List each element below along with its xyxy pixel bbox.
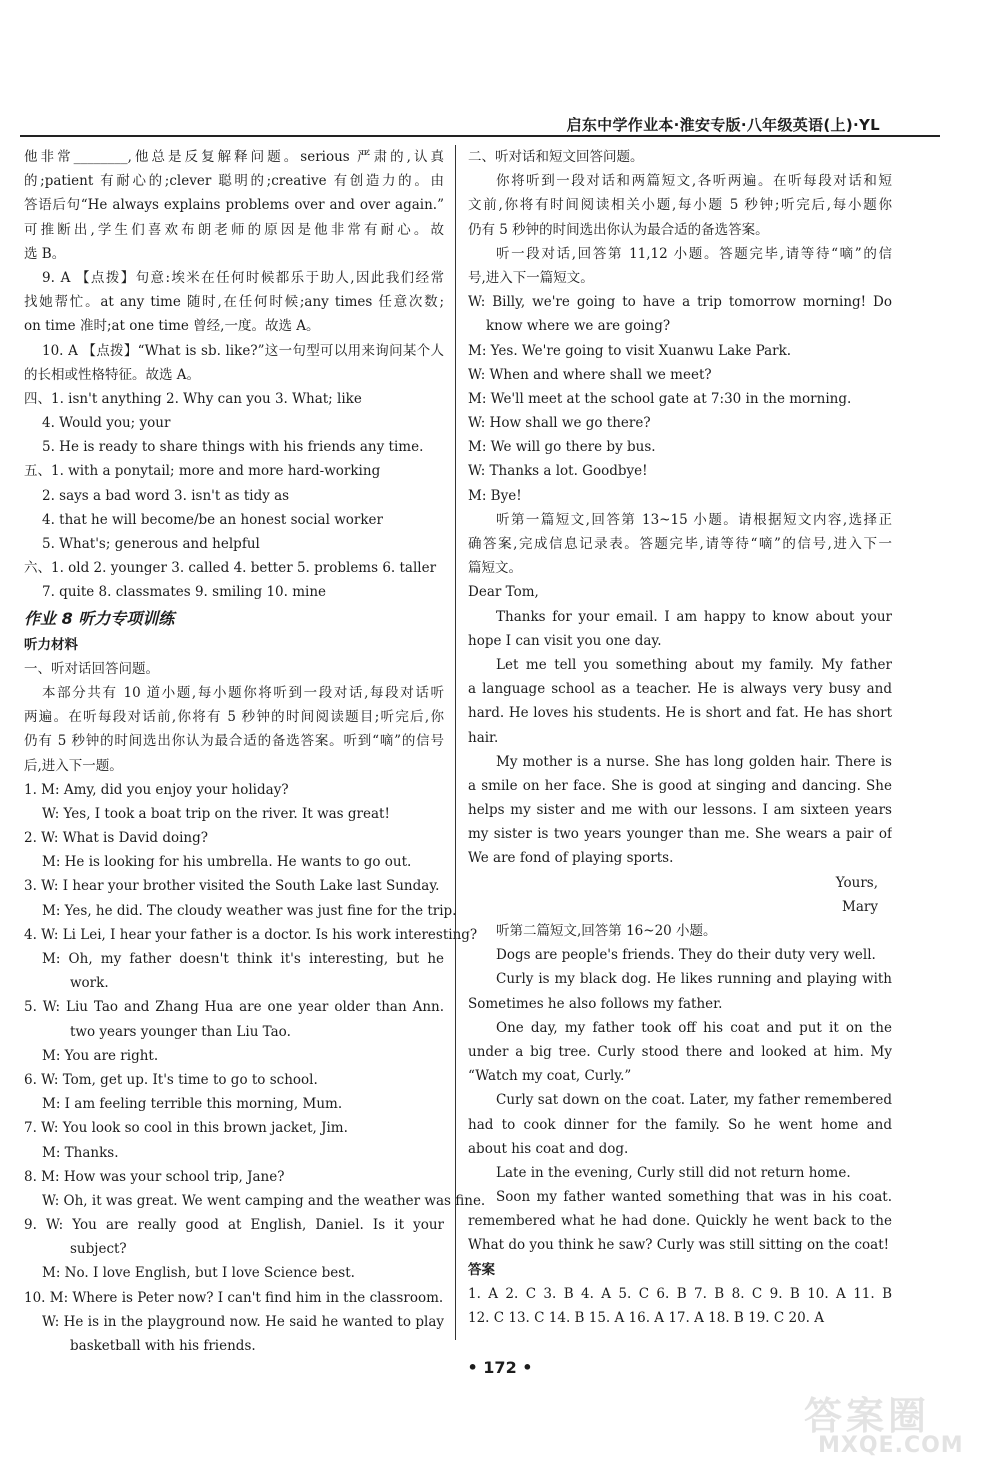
text-line: Curly is my black dog. He likes running and playing with: [496, 971, 892, 988]
text-line: 1. A 2. C 3. B 4. A 5. C 6. B 7. B 8. C 9. B 10. A 11. B: [468, 1285, 892, 1302]
text-line: 选 B。: [24, 245, 66, 262]
text-line: 4. Would you; your: [42, 415, 171, 432]
text-line: What do you think he saw? Curly was still sitting on the coat!: [468, 1237, 890, 1254]
text-line: W: Billy, we're going to have a trip tomorrow morning! Do: [468, 294, 892, 311]
text-line: M: Yes. We're going to visit Xuanwu Lake Park.: [468, 342, 792, 359]
text-line: 1. M: Amy, did you enjoy your holiday?: [24, 781, 289, 798]
text-line: 2. W: What is David doing?: [24, 830, 208, 847]
text-line: 7. W: You look so cool in this brown jacket, Jim.: [24, 1120, 348, 1137]
text-line: M: No. I love English, but I love Science best.: [42, 1265, 355, 1282]
text-line: W: Thanks a lot. Goodbye!: [468, 463, 648, 480]
text-line: Sometimes he also follows my father.: [468, 995, 723, 1012]
text-line: 的长相或性格特征。故选 A。: [24, 366, 201, 383]
text-line: 听力材料: [24, 636, 78, 653]
text-line: W: Yes, I took a boat trip on the river. It was great!: [42, 805, 390, 822]
text-line: 本部分共有 10 道小题,每小题你将听到一段对话,每段对话听: [42, 684, 444, 701]
text-line: 12. C 13. C 14. B 15. A 16. A 17. A 18. B 19. C 20. A: [468, 1310, 825, 1326]
column-divider: [455, 145, 456, 1340]
text-line: Soon my father wanted something that was in his coat.: [496, 1189, 892, 1206]
text-line: about his coat and dog.: [468, 1140, 629, 1157]
text-line: subject?: [70, 1241, 127, 1258]
text-line: 9. W: You are really good at English, Daniel. Is it your: [24, 1217, 444, 1234]
text-line: 确答案,完成信息记录表。答题完毕,请等待“嘀”的信号,进入下一: [468, 536, 892, 552]
text-line: 5. He is ready to share things with his friends any time.: [42, 439, 424, 456]
text-line: 篇短文。: [468, 560, 522, 577]
text-line: 10. A 【点拨】“What is sb. like?”这一句型可以用来询问某个人: [42, 342, 444, 359]
text-line: M: Bye!: [468, 487, 522, 504]
text-line: W: How shall we go there?: [468, 415, 651, 432]
text-line: under a big tree. Curly stood there and looked at him. My: [468, 1043, 892, 1060]
text-line: a smile on her face. She is good at singing and dancing. She: [468, 777, 892, 794]
header-rule: [20, 135, 940, 137]
text-line: hair.: [468, 729, 499, 746]
right-column: [468, 145, 892, 1330]
text-line: One day, my father took off his coat and put it on the: [496, 1019, 892, 1036]
text-line: 4. that he will become/be an honest social worker: [42, 511, 383, 528]
text-line: W: He is in the playground now. He said he wanted to play: [42, 1313, 444, 1330]
page-header: [20, 108, 940, 134]
text-line: W: When and where shall we meet?: [468, 366, 712, 383]
text-line: 答语后句“He always explains problems over and over again.”: [24, 197, 444, 214]
text-line: helps my sister and me with our lessons. I am sixteen years: [468, 802, 892, 819]
text-line: 答案: [468, 1261, 495, 1278]
text-line: M: You are right.: [42, 1047, 159, 1064]
text-line: M: He is looking for his umbrella. He wants to go out.: [42, 854, 412, 871]
text-line: 文前,你将有时间阅读相关小题,每小题 5 秒钟;听完后,每小题你: [468, 197, 892, 214]
text-line: hard. He loves his students. He is short and fat. He has short: [468, 705, 892, 722]
text-line: 号,进入下一篇短文。: [468, 269, 594, 286]
text-line: “Watch my coat, Curly.”: [468, 1068, 632, 1085]
text-line: work.: [70, 975, 109, 992]
text-line: 一、听对话回答问题。: [24, 660, 159, 677]
page-number: • 172 •: [467, 1358, 533, 1377]
text-line: 的;patient 有耐心的;clever 聪明的;creative 有创造力的。由: [24, 173, 444, 190]
watermark-logo: [800, 1385, 990, 1465]
text-line: 5. What's; generous and helpful: [42, 536, 260, 552]
text-line: hope I can visit you one day.: [468, 632, 662, 649]
text-line: 9. A 【点拨】句意:埃米在任何时候都乐于助人,因此我们经常: [42, 269, 444, 286]
text-line: 6. W: Tom, get up. It's time to go to school.: [24, 1071, 318, 1088]
text-line: My mother is a nurse. She has long golden hair. There is: [496, 753, 892, 770]
text-line: 10. M: Where is Peter now? I can't find him in the classroom.: [24, 1289, 444, 1306]
text-line: 8. M: How was your school trip, Jane?: [24, 1168, 285, 1185]
text-line: W: Oh, it was great. We went camping and the weather was fine.: [42, 1192, 486, 1209]
text-line: Late in the evening, Curly still did not return home.: [496, 1164, 851, 1181]
text-line: 2. says a bad word 3. isn't as tidy as: [42, 487, 290, 504]
text-line: M: We'll meet at the school gate at 7:30 in the morning.: [468, 390, 852, 407]
text-line: 你将听到一段对话和两篇短文,各听两遍。在听每段对话和短: [496, 173, 892, 190]
text-line: 3. W: I hear your brother visited the South Lake last Sunday.: [24, 878, 440, 895]
text-line: 二、听对话和短文回答问题。: [468, 149, 644, 165]
text-line: Dogs are people's friends. They do their duty very well.: [496, 947, 876, 964]
text-line: M: Oh, my father doesn't think it's interesting, but he: [42, 951, 444, 967]
text-line: 听一段对话,回答第 11,12 小题。答题完毕,请等待“嘀”的信: [496, 245, 892, 262]
header-title: 启东中学作业本·淮安专版·八年级英语(上)·YL: [566, 116, 880, 134]
text-line: Dear Tom,: [468, 584, 539, 601]
text-line: two years younger than Liu Tao.: [70, 1023, 291, 1040]
text-line: had to cook dinner for the family. So he went home and: [468, 1116, 892, 1133]
text-line: M: I am feeling terrible this morning, Mum.: [42, 1096, 343, 1113]
text-line: 五、1. with a ponytail; more and more hard-working: [24, 463, 381, 480]
text-line: 后,进入下一题。: [24, 757, 123, 774]
section-heading: 作业 8 听力专项训练: [24, 608, 175, 628]
text-line: 5. W: Liu Tao and Zhang Hua are one year older than Ann.: [24, 999, 444, 1016]
text-line: a language school as a teacher. He is always very busy and: [468, 681, 892, 698]
text-line: M: Yes, he did. The cloudy weather was just fine for the trip.: [42, 902, 457, 919]
text-line: 听第二篇短文,回答第 16~20 小题。: [496, 923, 717, 939]
text-line: 7. quite 8. classmates 9. smiling 10. mine: [42, 584, 327, 601]
watermark-text: 答案圈: [804, 1394, 931, 1438]
text-line: know where we are going?: [486, 318, 671, 335]
text-line: 4. W: Li Lei, I hear your father is a doctor. Is his work interesting?: [24, 926, 478, 943]
text-line: 仍有 5 秒钟的时间选出你认为最合适的备选答案。: [468, 221, 769, 238]
text-line: Thanks for your email. I am happy to know about your: [496, 608, 892, 625]
text-line: Mary: [842, 898, 878, 915]
text-line: 找她帮忙。at any time 随时,在任何时候;any times 任意次数;: [24, 294, 444, 311]
text-line: 两遍。在听每段对话前,你将有 5 秒钟的时间阅读题目;听完后,你: [24, 709, 444, 726]
text-line: Curly sat down on the coat. Later, my father remembered: [496, 1092, 892, 1109]
text-line: Yours,: [835, 874, 878, 891]
text-line: 他非常________,他总是反复解释问题。serious 严肃的,认真: [24, 149, 444, 165]
text-line: 四、1. isn't anything 2. Why can you 3. What; like: [24, 390, 362, 407]
text-line: 仍有 5 秒钟的时间选出你认为最合适的备选答案。听到“嘀”的信号: [24, 733, 444, 750]
text-line: basketball with his friends.: [70, 1338, 256, 1354]
text-line: 可推断出,学生们喜欢布朗老师的原因是他非常有耐心。故: [24, 221, 444, 238]
text-line: on time 准时;at one time 曾经,一度。故选 A。: [24, 318, 320, 335]
text-line: Let me tell you something about my family. My father: [496, 656, 892, 673]
text-line: remembered what he had done. Quickly he went back to the: [468, 1213, 892, 1230]
text-line: 听第一篇短文,回答第 13~15 小题。请根据短文内容,选择正: [496, 511, 892, 528]
text-line: M: We will go there by bus.: [468, 439, 656, 456]
watermark-url: MXQE.COM: [818, 1433, 964, 1458]
text-line: We are fond of playing sports.: [468, 850, 674, 867]
text-line: 六、1. old 2. younger 3. called 4. better 5. problems 6. taller: [24, 560, 437, 577]
text-line: my sister is two years younger than me. She wears a pair of: [468, 826, 892, 843]
text-line: M: Thanks.: [42, 1144, 119, 1161]
